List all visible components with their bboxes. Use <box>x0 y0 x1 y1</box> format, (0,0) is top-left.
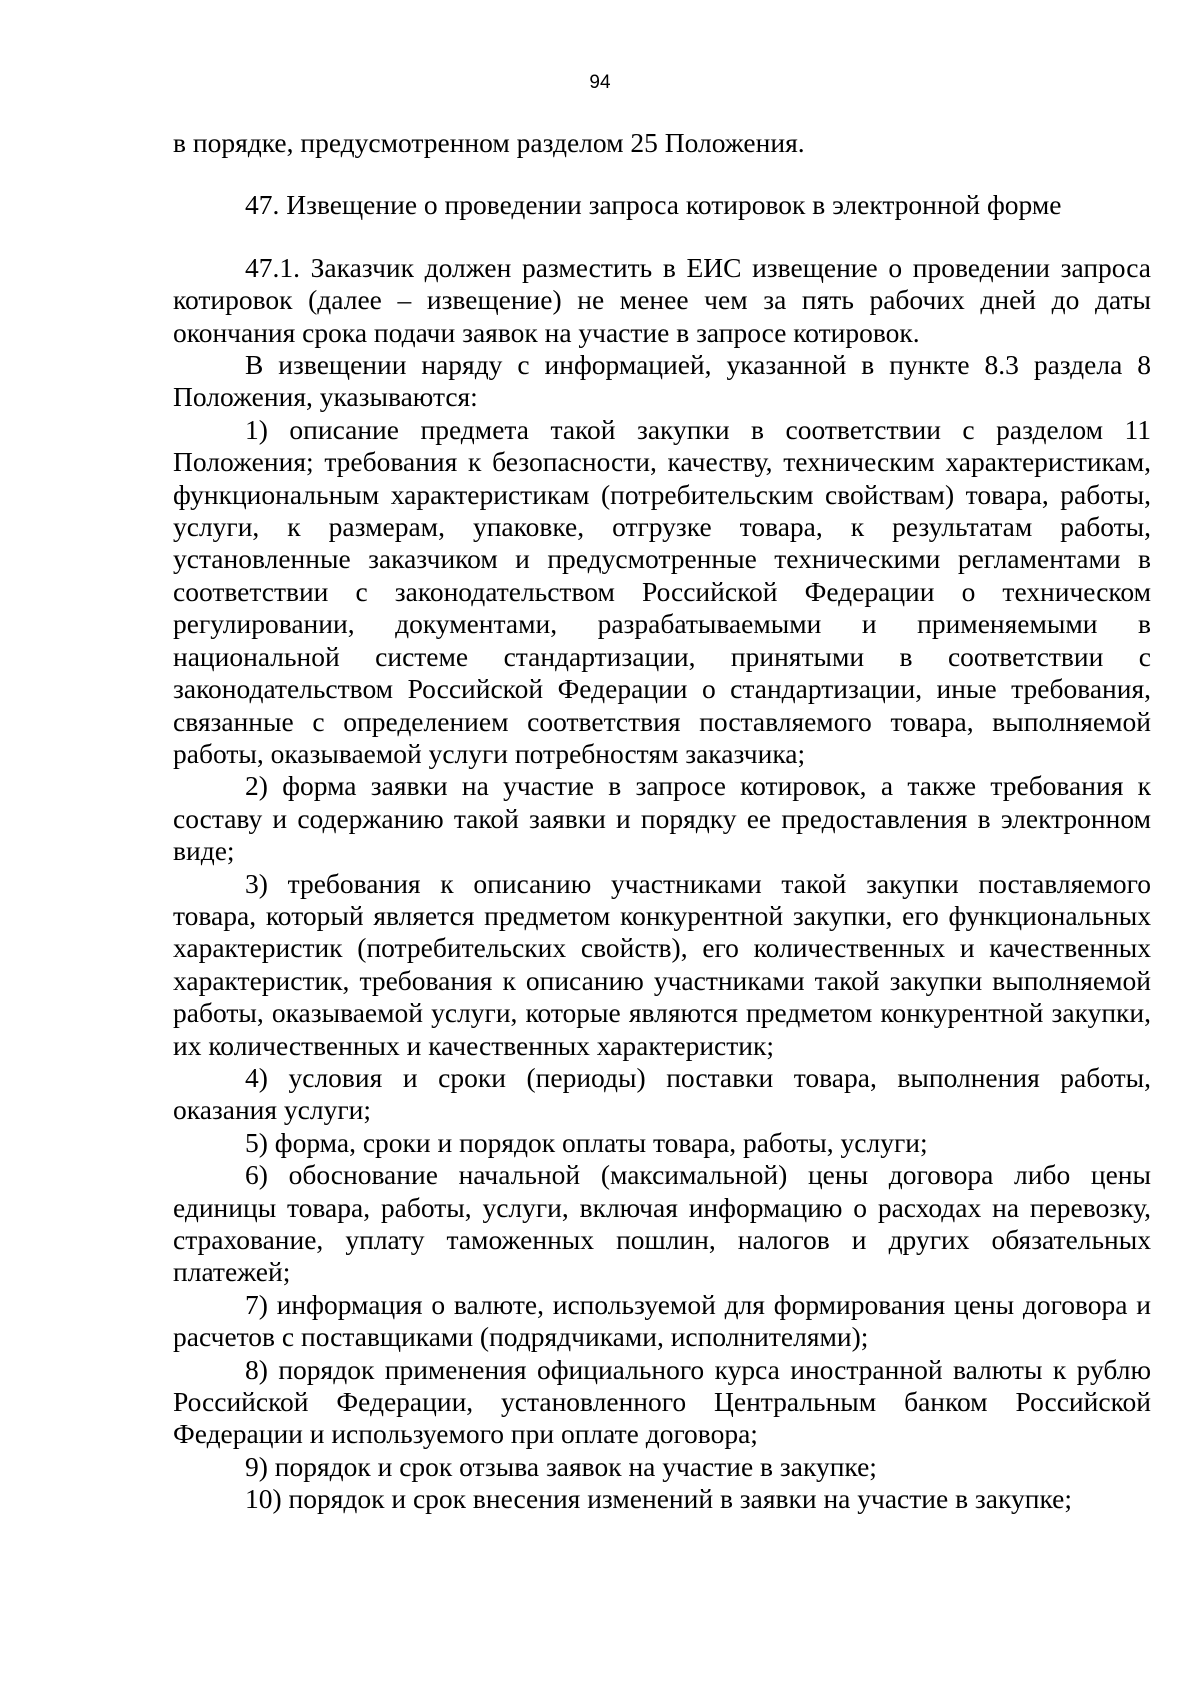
list-item-9: 9) порядок и срок отзыва заявок на участие в закупке; <box>245 1450 877 1482</box>
list-item-4: 4) условия и сроки (периоды) поставки товара, выполнения работы, оказания услуги; <box>173 1061 1151 1126</box>
list-item-2: 2) форма заявки на участие в запросе котировок, а также требования к составу и содержанию такой заявки и порядку ее предоставления в электронном виде; <box>173 770 1151 867</box>
list-item-10: 10) порядок и срок внесения изменений в заявки на участие в закупке; <box>245 1483 1072 1515</box>
page-number: 94 <box>589 72 611 93</box>
document-body <box>173 127 1151 1516</box>
list-item-3: 3) требования к описанию участниками такой закупки поставляемого товара, который является предметом конкурентной закупки, его функциональных характеристик (потребительских свойств), его количественных и качественных характеристик, требования к описанию участниками такой закупки выполняемой работы, оказываемой услуги, которые являются предметом конкурентной закупки, их количественных и качественных характеристик; <box>173 867 1151 1061</box>
list-item-6: 6) обоснование начальной (максимальной) цены договора либо цены единицы товара, работы, услуги, включая информацию о расходах на перевозку, страхование, уплату таможенных пошлин, налогов и других обязательных платежей; <box>173 1159 1151 1288</box>
lead-line: в порядке, предусмотренном разделом 25 Положения. <box>173 127 805 158</box>
list-item-5: 5) форма, сроки и порядок оплаты товара, работы, услуги; <box>245 1126 928 1158</box>
list-item-7: 7) информация о валюте, используемой для формирования цены договора и расчетов с поставщиками (подрядчиками, исполнителями); <box>173 1288 1151 1353</box>
list-item-1: 1) описание предмета такой закупки в соответствии с разделом 11 Положения; требования к безопасности, качеству, техническим характеристикам, функциональным характеристикам (потребительским свойствам) товара, работы, услуги, к размерам, упаковке, отгрузке товара, к результатам работы, установленные заказчиком и предусмотренные техническими регламентами в соответствии с законодательством Российской Федерации о техническом регулировании, документами, разрабатываемыми и применяемыми в национальной системе стандартизации, принятыми в соответствии с законодательством Российской Федерации о стандартизации, иные требования, связанные с определением соответствия поставляемого товара, выполняемой работы, оказываемой услуги потребностям заказчика; <box>173 413 1151 769</box>
paragraph-notice-contents: В извещении наряду с информацией, указанной в пункте 8.3 раздела 8 Положения, указываются: <box>173 349 1151 413</box>
paragraph-47-1: 47.1. Заказчик должен разместить в ЕИС извещение о проведении запроса котировок (далее – извещение) не менее чем за пять рабочих дней до даты окончания срока подачи заявок на участие в запросе котировок. <box>173 251 1151 348</box>
section-heading: 47. Извещение о проведении запроса котировок в электронной форме <box>245 189 1062 221</box>
list-item-8: 8) порядок применения официального курса иностранной валюты к рублю Российской Федерации, установленного Центральным банком Российской Федерации и используемого при оплате договора; <box>173 1353 1151 1450</box>
